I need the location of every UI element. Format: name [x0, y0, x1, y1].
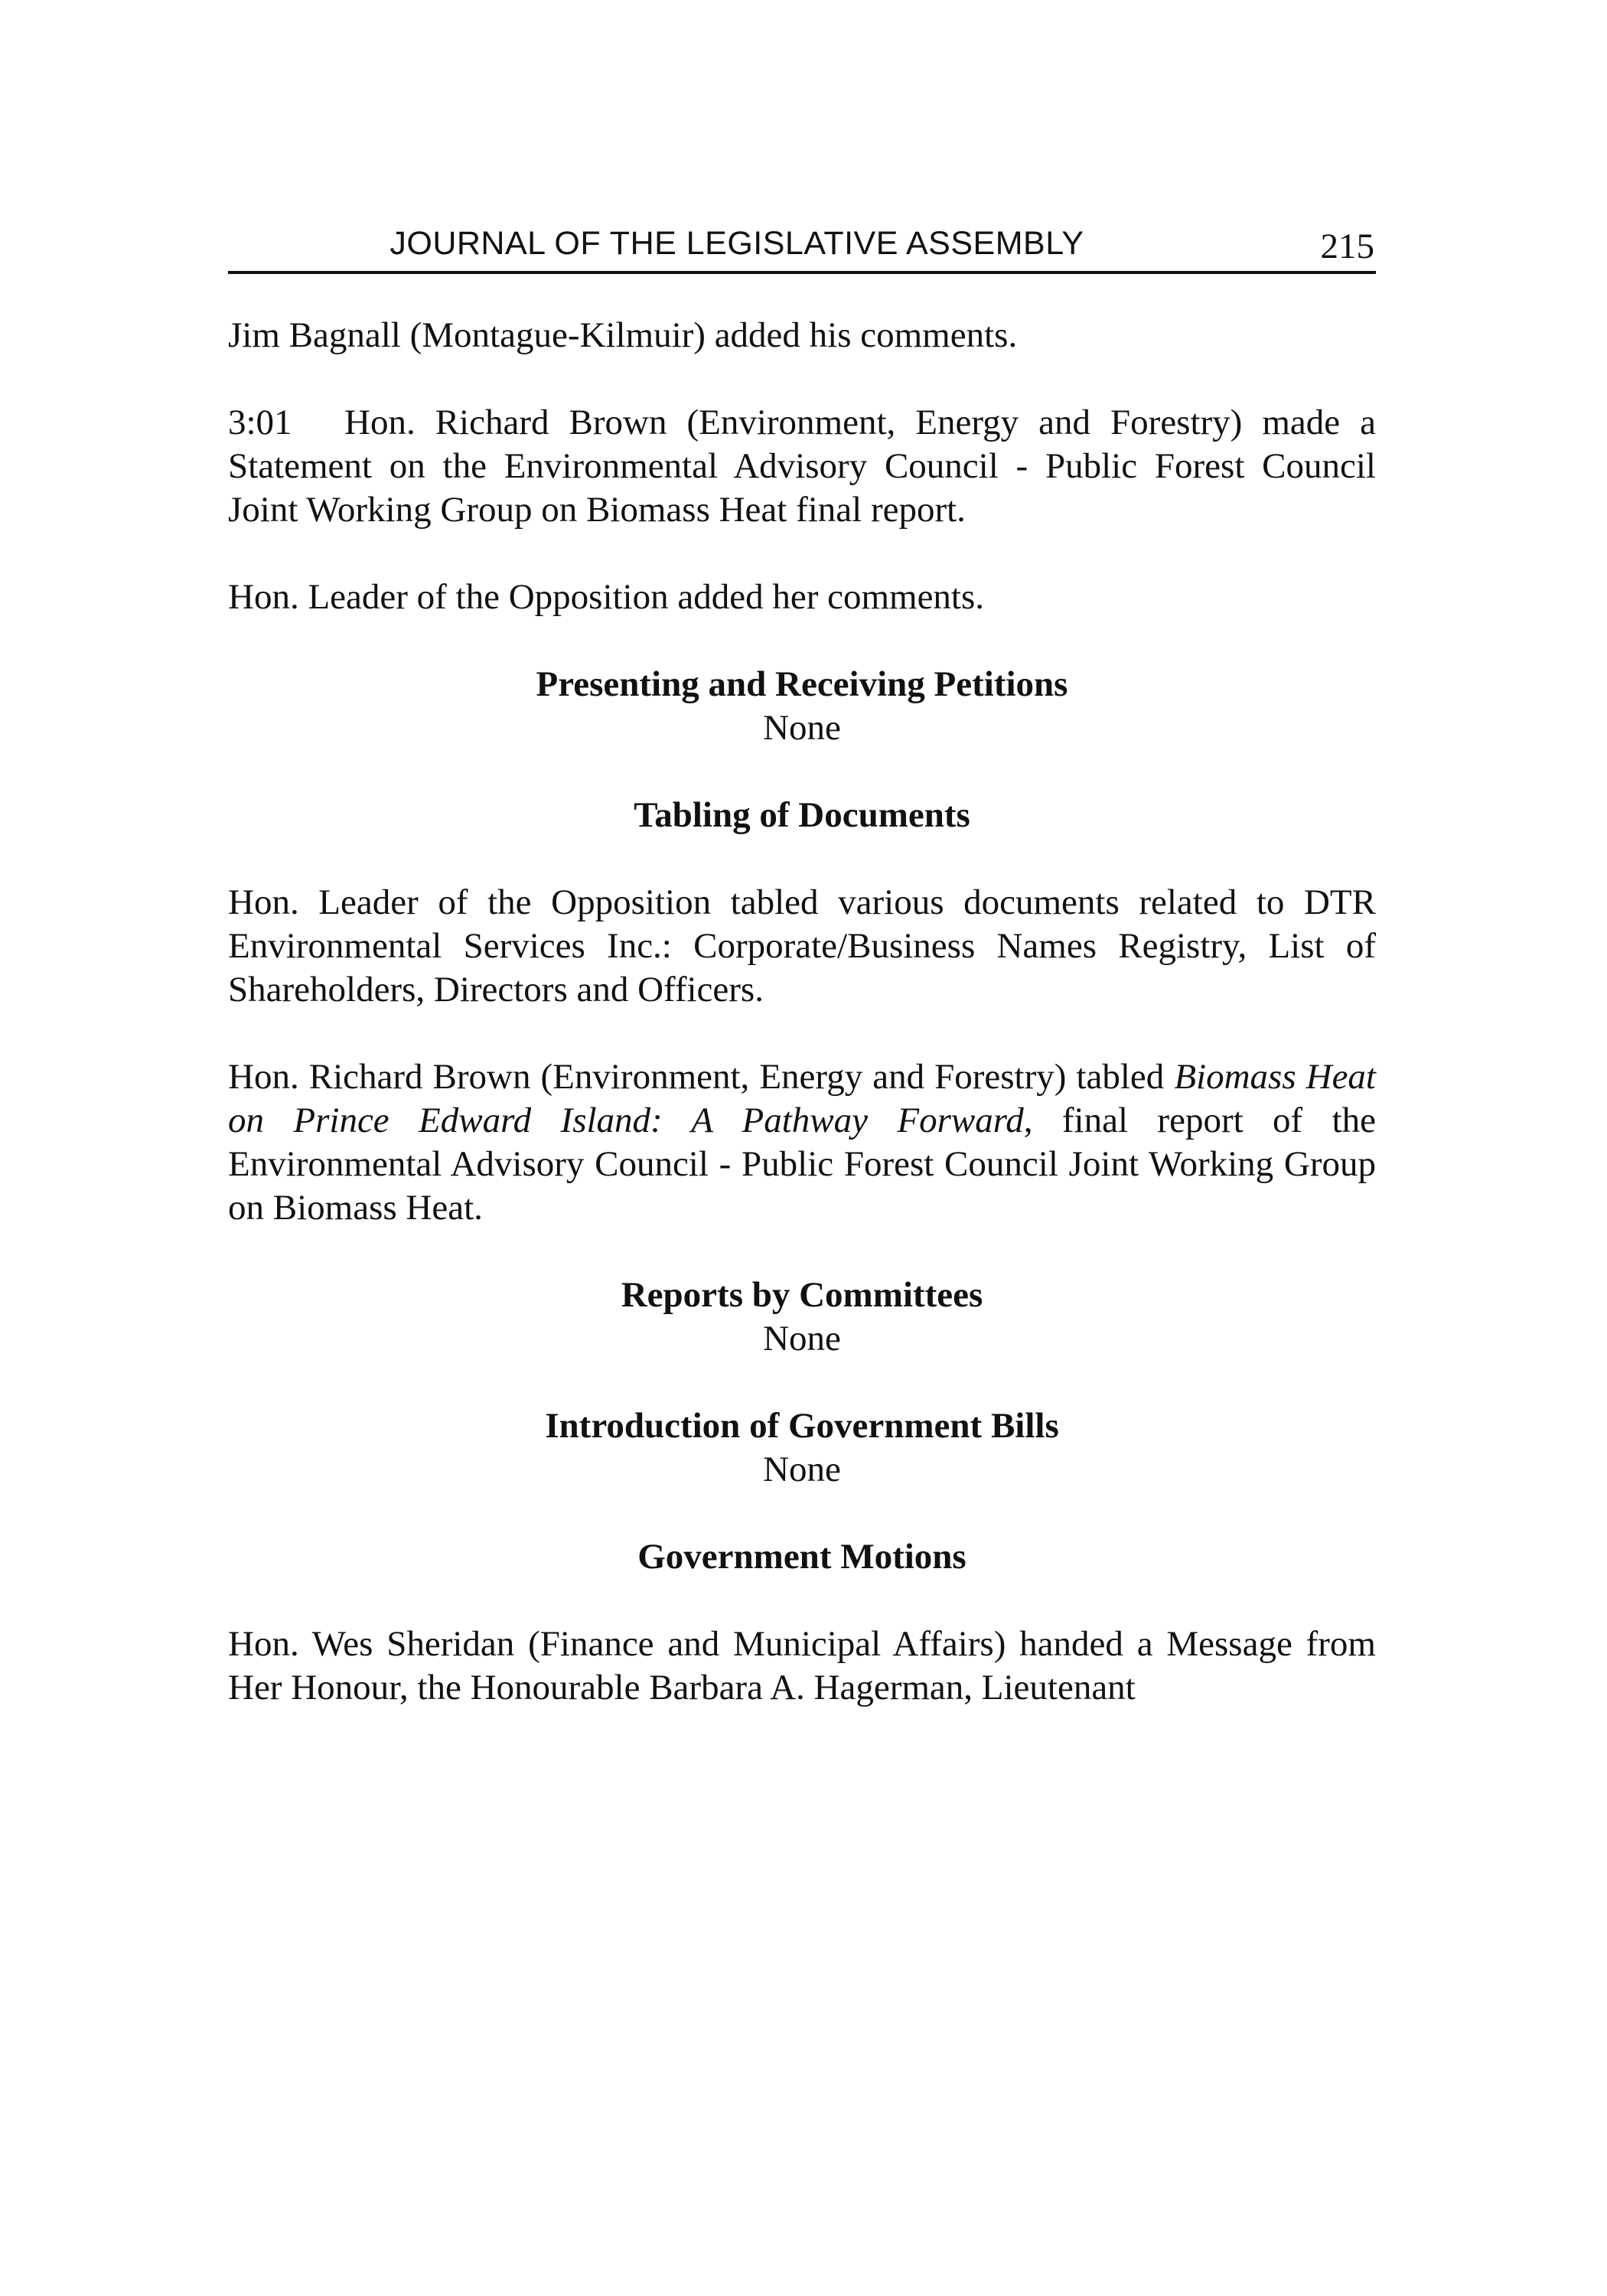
heading-government-motions: Government Motions [637, 1537, 966, 1577]
journal-title: JOURNAL OF THE LEGISLATIVE ASSEMBLY [390, 225, 1084, 262]
heading-tabling-documents: Tabling of Documents [634, 795, 970, 835]
reports-none: None [763, 1319, 841, 1358]
statement-text: Hon. Richard Brown (Environment, Energy and Forestry) made a Statement on the Environmental Advisory Council - Public Forest Council Joint Working Group on Biomass Heat final report. [228, 403, 1376, 530]
paragraph-tabling-brown [228, 1055, 1376, 1230]
journal-page [228, 222, 1376, 1710]
paragraph-sheridan-message: Hon. Wes Sheridan (Finance and Municipal Affairs) handed a Message from Her Honour, the Honourable Barbara A. Hagerman, Lieutenant [228, 1624, 1376, 1707]
petitions-none: None [763, 708, 841, 748]
paragraph-opposition-comments: Hon. Leader of the Opposition added her comments. [228, 577, 985, 617]
tabling-text-before: Hon. Richard Brown (Environment, Energy and Forestry) tabled [228, 1057, 1175, 1097]
heading-petitions: Presenting and Receiving Petitions [536, 664, 1068, 704]
paragraph-brown-statement [228, 401, 1376, 532]
report-title: Biomass Heat on Prince Edward Island: A Pathway Forward [228, 1057, 1376, 1140]
tabling-text-after: , final report of the Environmental Advisory Council - Public Forest Council Joint Working Group on Biomass Heat. [228, 1101, 1376, 1228]
running-header [228, 222, 1376, 274]
paragraph-tabling-opposition: Hon. Leader of the Opposition tabled various documents related to DTR Environmental Services Inc.: Corporate/Business Names Registry, List of Shareholders, Directors and Officers. [228, 882, 1376, 1009]
paragraph-bagnall-comments: Jim Bagnall (Montague-Kilmuir) added his comments. [228, 315, 1018, 355]
time-stamp: 3:01 [228, 403, 292, 442]
government-bills-none: None [763, 1450, 841, 1489]
heading-government-bills: Introduction of Government Bills [545, 1406, 1059, 1446]
heading-reports-committees: Reports by Committees [621, 1275, 983, 1315]
page-number: 215 [1320, 227, 1374, 266]
